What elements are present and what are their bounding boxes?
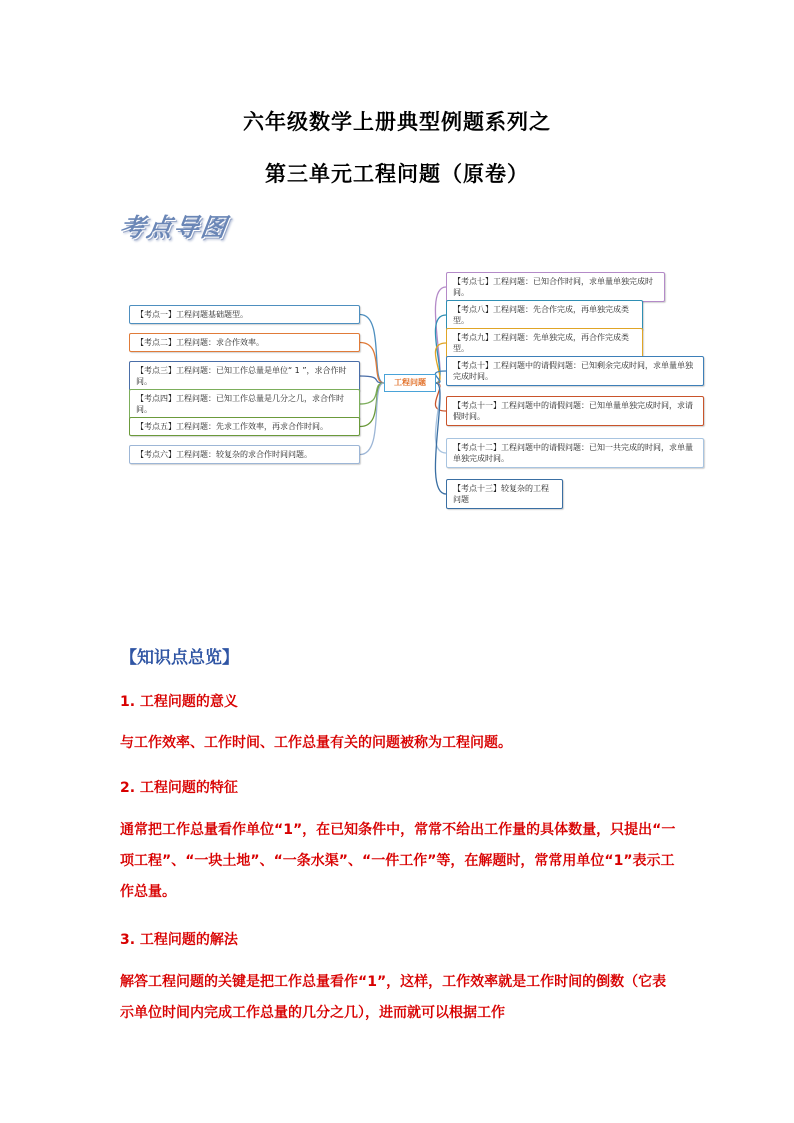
knowledge-overview-heading: 【知识点总览】 xyxy=(120,648,239,668)
mind-map-center-node: 工程问题 xyxy=(384,374,436,392)
knowledge-heading-3: 3. 工程问题的解法 xyxy=(120,932,238,948)
knowledge-heading-2: 2. 工程问题的特征 xyxy=(120,780,238,796)
mindmap-node-right-10: 【考点十】工程问题中的请假问题：已知剩余完成时间，求单量单独完成时间。 xyxy=(446,356,704,386)
mindmap-node-left-1: 【考点一】工程问题基础题型。 xyxy=(129,305,360,324)
mindmap-node-right-11: 【考点十一】工程问题中的请假问题：已知单量单独完成时间，求请假时间。 xyxy=(446,396,704,426)
connector-r-4 xyxy=(435,371,446,383)
page-title-line1: 六年级数学上册典型例题系列之 xyxy=(243,110,551,134)
connector-r-2 xyxy=(435,315,446,383)
connector-r-5 xyxy=(435,383,446,411)
mindmap-node-right-13: 【考点十三】较复杂的工程问题 xyxy=(446,479,563,509)
mindmap-node-right-7: 【考点七】工程问题：已知合作时间，求单量单独完成时间。 xyxy=(446,272,665,302)
knowledge-paragraph-3: 解答工程问题的关键是把工作总量看作“1”，这样，工作效率就是工作时间的倒数（它表示单位时间内完成工作总量的几分之几），进而就可以根据工作 xyxy=(120,974,667,1021)
mindmap-node-right-8: 【考点八】工程问题：先合作完成，再单独完成类型。 xyxy=(446,300,643,330)
mind-map xyxy=(0,0,794,520)
mindmap-node-left-3: 【考点三】工程问题：已知工作总量是单位“ 1 ”，求合作时间。 xyxy=(129,361,360,391)
knowledge-paragraph-1: 与工作效率、工作时间、工作总量有关的问题被称为工程问题。 xyxy=(120,735,512,751)
mindmap-node-left-4: 【考点四】工程问题：已知工作总量是几分之几，求合作时间。 xyxy=(129,389,360,419)
mindmap-node-right-9: 【考点九】工程问题：先单独完成，再合作完成类型。 xyxy=(446,328,643,358)
mindmap-node-left-6: 【考点六】工程问题：较复杂的求合作时间问题。 xyxy=(129,445,360,464)
mindmap-node-right-12: 【考点十二】工程问题中的请假问题：已知一共完成的时间，求单量单独完成时间。 xyxy=(446,438,704,468)
mindmap-node-left-5: 【考点五】工程问题：先求工作效率，再求合作时间。 xyxy=(129,417,360,436)
mindmap-badge: 考点导图 xyxy=(117,213,230,242)
connector-l-6 xyxy=(360,383,384,455)
connector-r-7 xyxy=(435,383,446,494)
knowledge-heading-1: 1. 工程问题的意义 xyxy=(120,694,238,710)
connector-l-5 xyxy=(360,383,384,427)
knowledge-paragraph-2: 通常把工作总量看作单位“1”，在已知条件中，常常不给出工作量的具体数量，只提出“一项工程”、“一块土地”、“一条水渠”、“一件工作”等，在解题时，常常用单位“1”表示工作总量。 xyxy=(120,822,676,900)
page-title-line2: 第三单元工程问题（原卷） xyxy=(265,162,529,186)
connector-r-1 xyxy=(435,287,446,383)
mindmap-node-left-2: 【考点二】工程问题：求合作效率。 xyxy=(129,333,360,352)
